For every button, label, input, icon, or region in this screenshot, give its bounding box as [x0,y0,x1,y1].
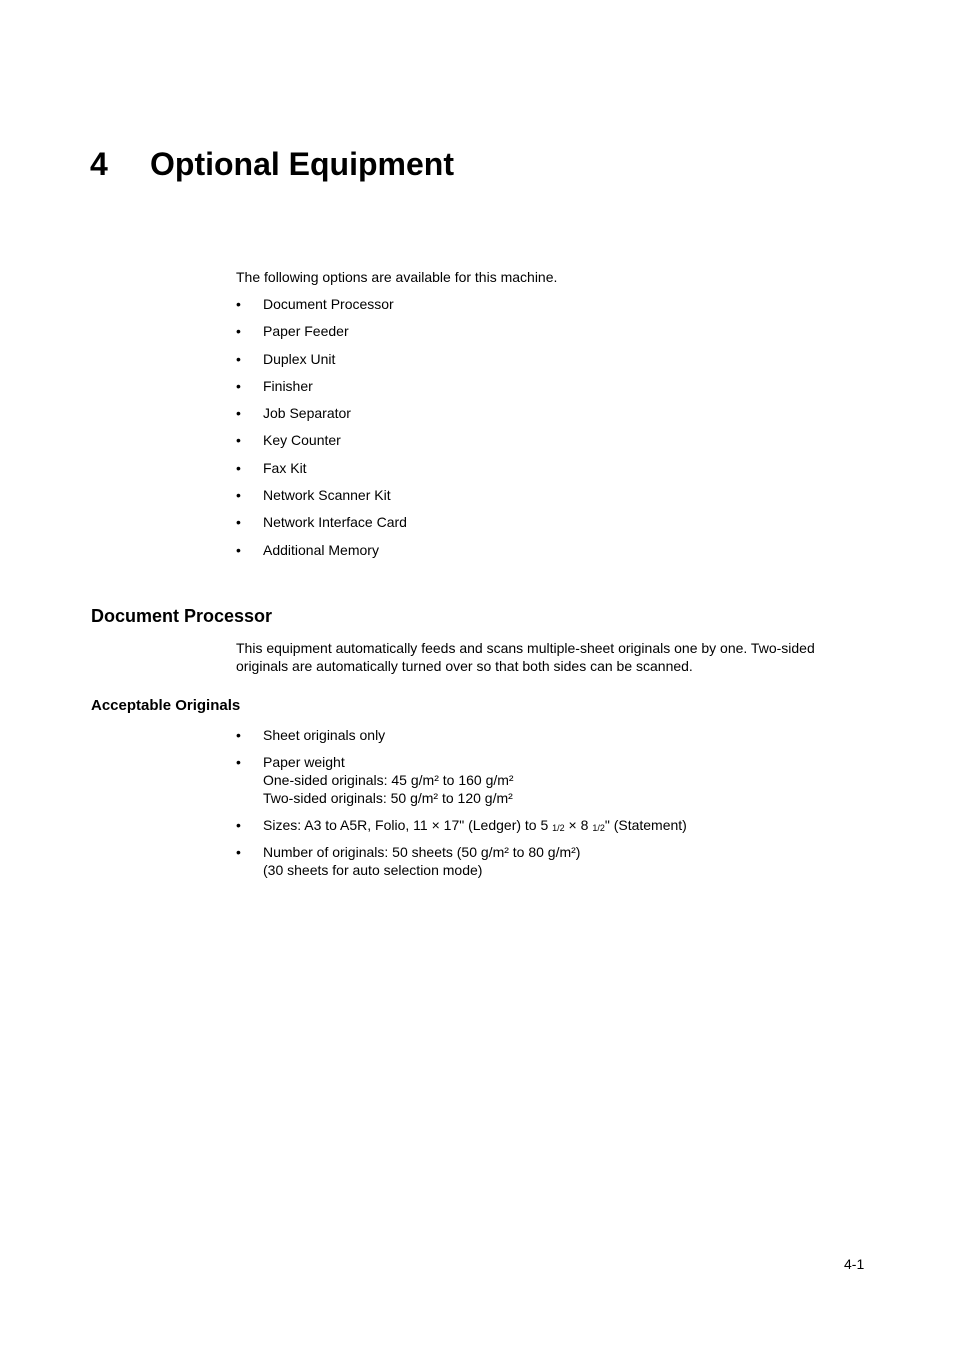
intro-text: The following options are available for this machine. [236,269,558,285]
option-label: Paper Feeder [263,323,349,340]
description-line: originals are automatically turned over so that both sides can be scanned. [236,657,693,674]
option-label: Additional Memory [263,541,379,558]
page-number: 4-1 [844,1256,865,1272]
paper-weight-label: Paper weight [263,754,345,770]
chapter-title [90,142,454,186]
paper-weight-two-sided: Two-sided originals: 50 g/m² to 120 g/m² [263,790,513,806]
bullet-icon: • [236,296,241,312]
option-label: Finisher [263,377,313,394]
sheet-only-text: Sheet originals only [263,727,386,743]
bullet-icon: • [236,487,241,504]
option-label: Network Interface Card [263,514,407,531]
list-item [236,322,407,349]
chapter-title-text: Optional Equipment [150,146,454,182]
bullet-icon: • [236,323,241,340]
list-item [236,404,407,431]
option-label: Duplex Unit [263,350,336,367]
option-label: Network Scanner Kit [263,487,391,504]
list-item [236,513,407,540]
fraction: 1/2 [592,823,605,833]
list-item [236,350,407,377]
option-label: Document Processor [263,296,394,312]
acceptable-originals-list [236,726,687,888]
bullet-icon: • [236,350,241,367]
sizes-part: Sizes: A3 to A5R, Folio, 11 × 17" (Ledger) to 5 [263,817,553,833]
bullet-icon: • [236,541,241,558]
chapter-number: 4 [90,146,108,182]
sizes-part: × 8 [564,817,593,833]
bullet-icon: • [236,754,241,770]
list-item [236,843,687,879]
bullet-icon: • [236,817,241,833]
list-item [236,541,407,568]
option-label: Key Counter [263,432,341,449]
list-item [236,295,407,322]
description-line: This equipment automatically feeds and scans multiple-sheet originals one by one. Two-sided [236,640,815,656]
list-item [236,431,407,458]
list-item [236,816,687,834]
auto-selection-note: (30 sheets for auto selection mode) [263,862,483,878]
bullet-icon: • [236,432,241,449]
bullet-icon: • [236,459,241,476]
sizes-part: " (Statement) [604,817,687,833]
options-list [236,295,407,568]
list-item [236,377,407,404]
list-item [236,486,407,513]
bullet-icon: • [236,405,241,422]
bullet-icon: • [236,844,241,860]
paper-weight-one-sided: One-sided originals: 45 g/m² to 160 g/m² [263,772,514,788]
list-item [236,459,407,486]
list-item [236,726,687,744]
document-processor-description [236,640,856,675]
bullet-icon: • [236,514,241,531]
option-label: Job Separator [263,405,351,422]
bullet-icon: • [236,727,241,743]
sizes-text [263,816,687,834]
option-label: Fax Kit [263,459,307,476]
number-of-originals-text: Number of originals: 50 sheets (50 g/m² to 80 g/m²) [263,844,581,860]
fraction: 1/2 [552,823,565,833]
section-heading-document-processor: Document Processor [91,606,273,626]
subheading-acceptable-originals: Acceptable Originals [91,697,241,714]
list-item [236,753,687,807]
bullet-icon: • [236,377,241,394]
